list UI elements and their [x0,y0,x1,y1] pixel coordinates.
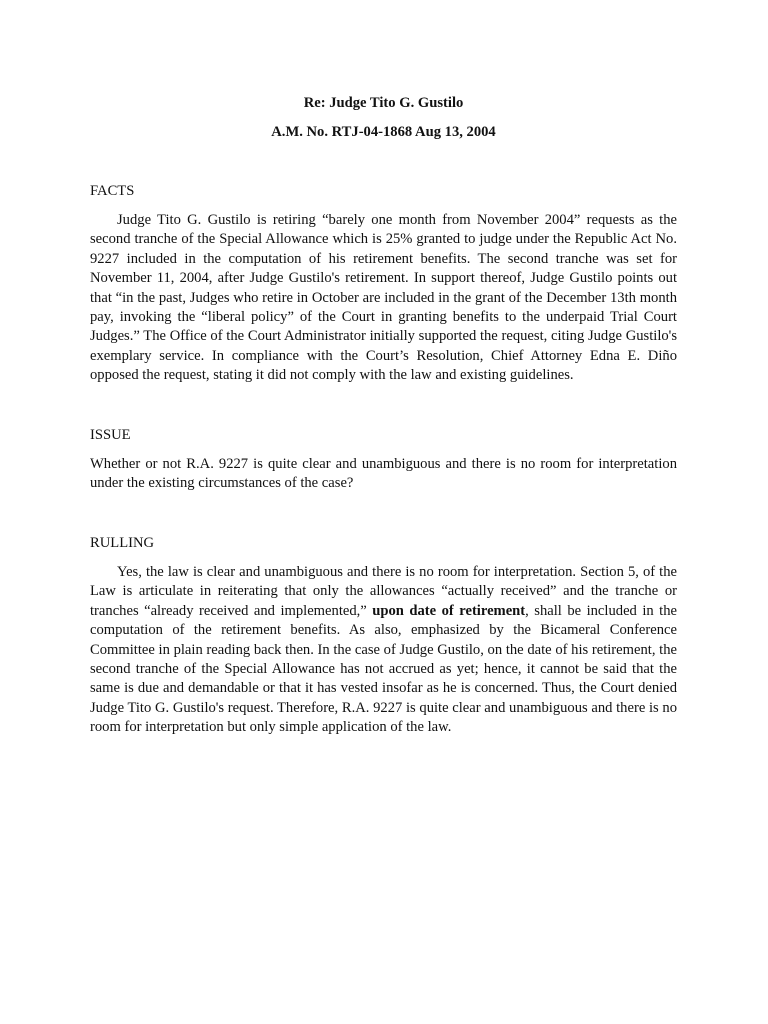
ruling-heading: RULLING [90,535,155,551]
issue-paragraph: Whether or not R.A. 9227 is quite clear and unambiguous and there is no room for interpretation under the existing circumstances of the case? [90,456,677,492]
ruling-text-part2: , shall be included in the computation of the retirement benefits. As also, emphasized by the Bicameral Conference Committee in plain reading back then. In the case of Judge Gustilo, on the date of his retirement, the second tranche of the Special Allowance has not accrued as yet; hence, it cannot be said that the same is due and demandable or that it has vested insofar as he is concerned. Thus, the Court denied Judge Tito G. Gustilo's request. Therefore, R.A. 9227 is quite clear and unambiguous and there is no room for interpretation but only simple application of the law. [90,602,677,736]
case-reference: A.M. No. RTJ-04-1868 Aug 13, 2004 [271,124,496,140]
ruling-paragraph [90,563,677,738]
ruling-emphasis: upon date of retirement [372,602,526,619]
facts-heading: FACTS [90,183,135,199]
ruling-text-part1: Yes, the law is clear and unambiguous and there is no room for interpretation. Section 5, of the Law is articulate in reiterating that only the allowances “actually received” and the tranche or tranches “already received and implemented,” [90,564,677,619]
facts-paragraph: Judge Tito G. Gustilo is retiring “barely one month from November 2004” requests as the second tranche of the Special Allowance which is 25% granted to judge under the Republic Act No. 9227 included in the computation of his retirement benefits. The second tranche was set for November 11, 2004, after Judge Gustilo's retirement. In support thereof, Judge Gustilo points out that “in the past, Judges who retire in October are included in the grant of the December 13th month pay, invoking the “liberal policy” of the Court in granting benefits to the underpaid Trial Court Judges.” The Office of the Court Administrator initially supported the request, citing Judge Gustilo's exemplary service. In compliance with the Court’s Resolution, Chief Attorney Edna E. Diño opposed the request, stating it did not comply with the law and existing guidelines. [90,212,677,384]
document-title: Re: Judge Tito G. Gustilo [303,95,464,111]
issue-heading: ISSUE [90,427,131,443]
